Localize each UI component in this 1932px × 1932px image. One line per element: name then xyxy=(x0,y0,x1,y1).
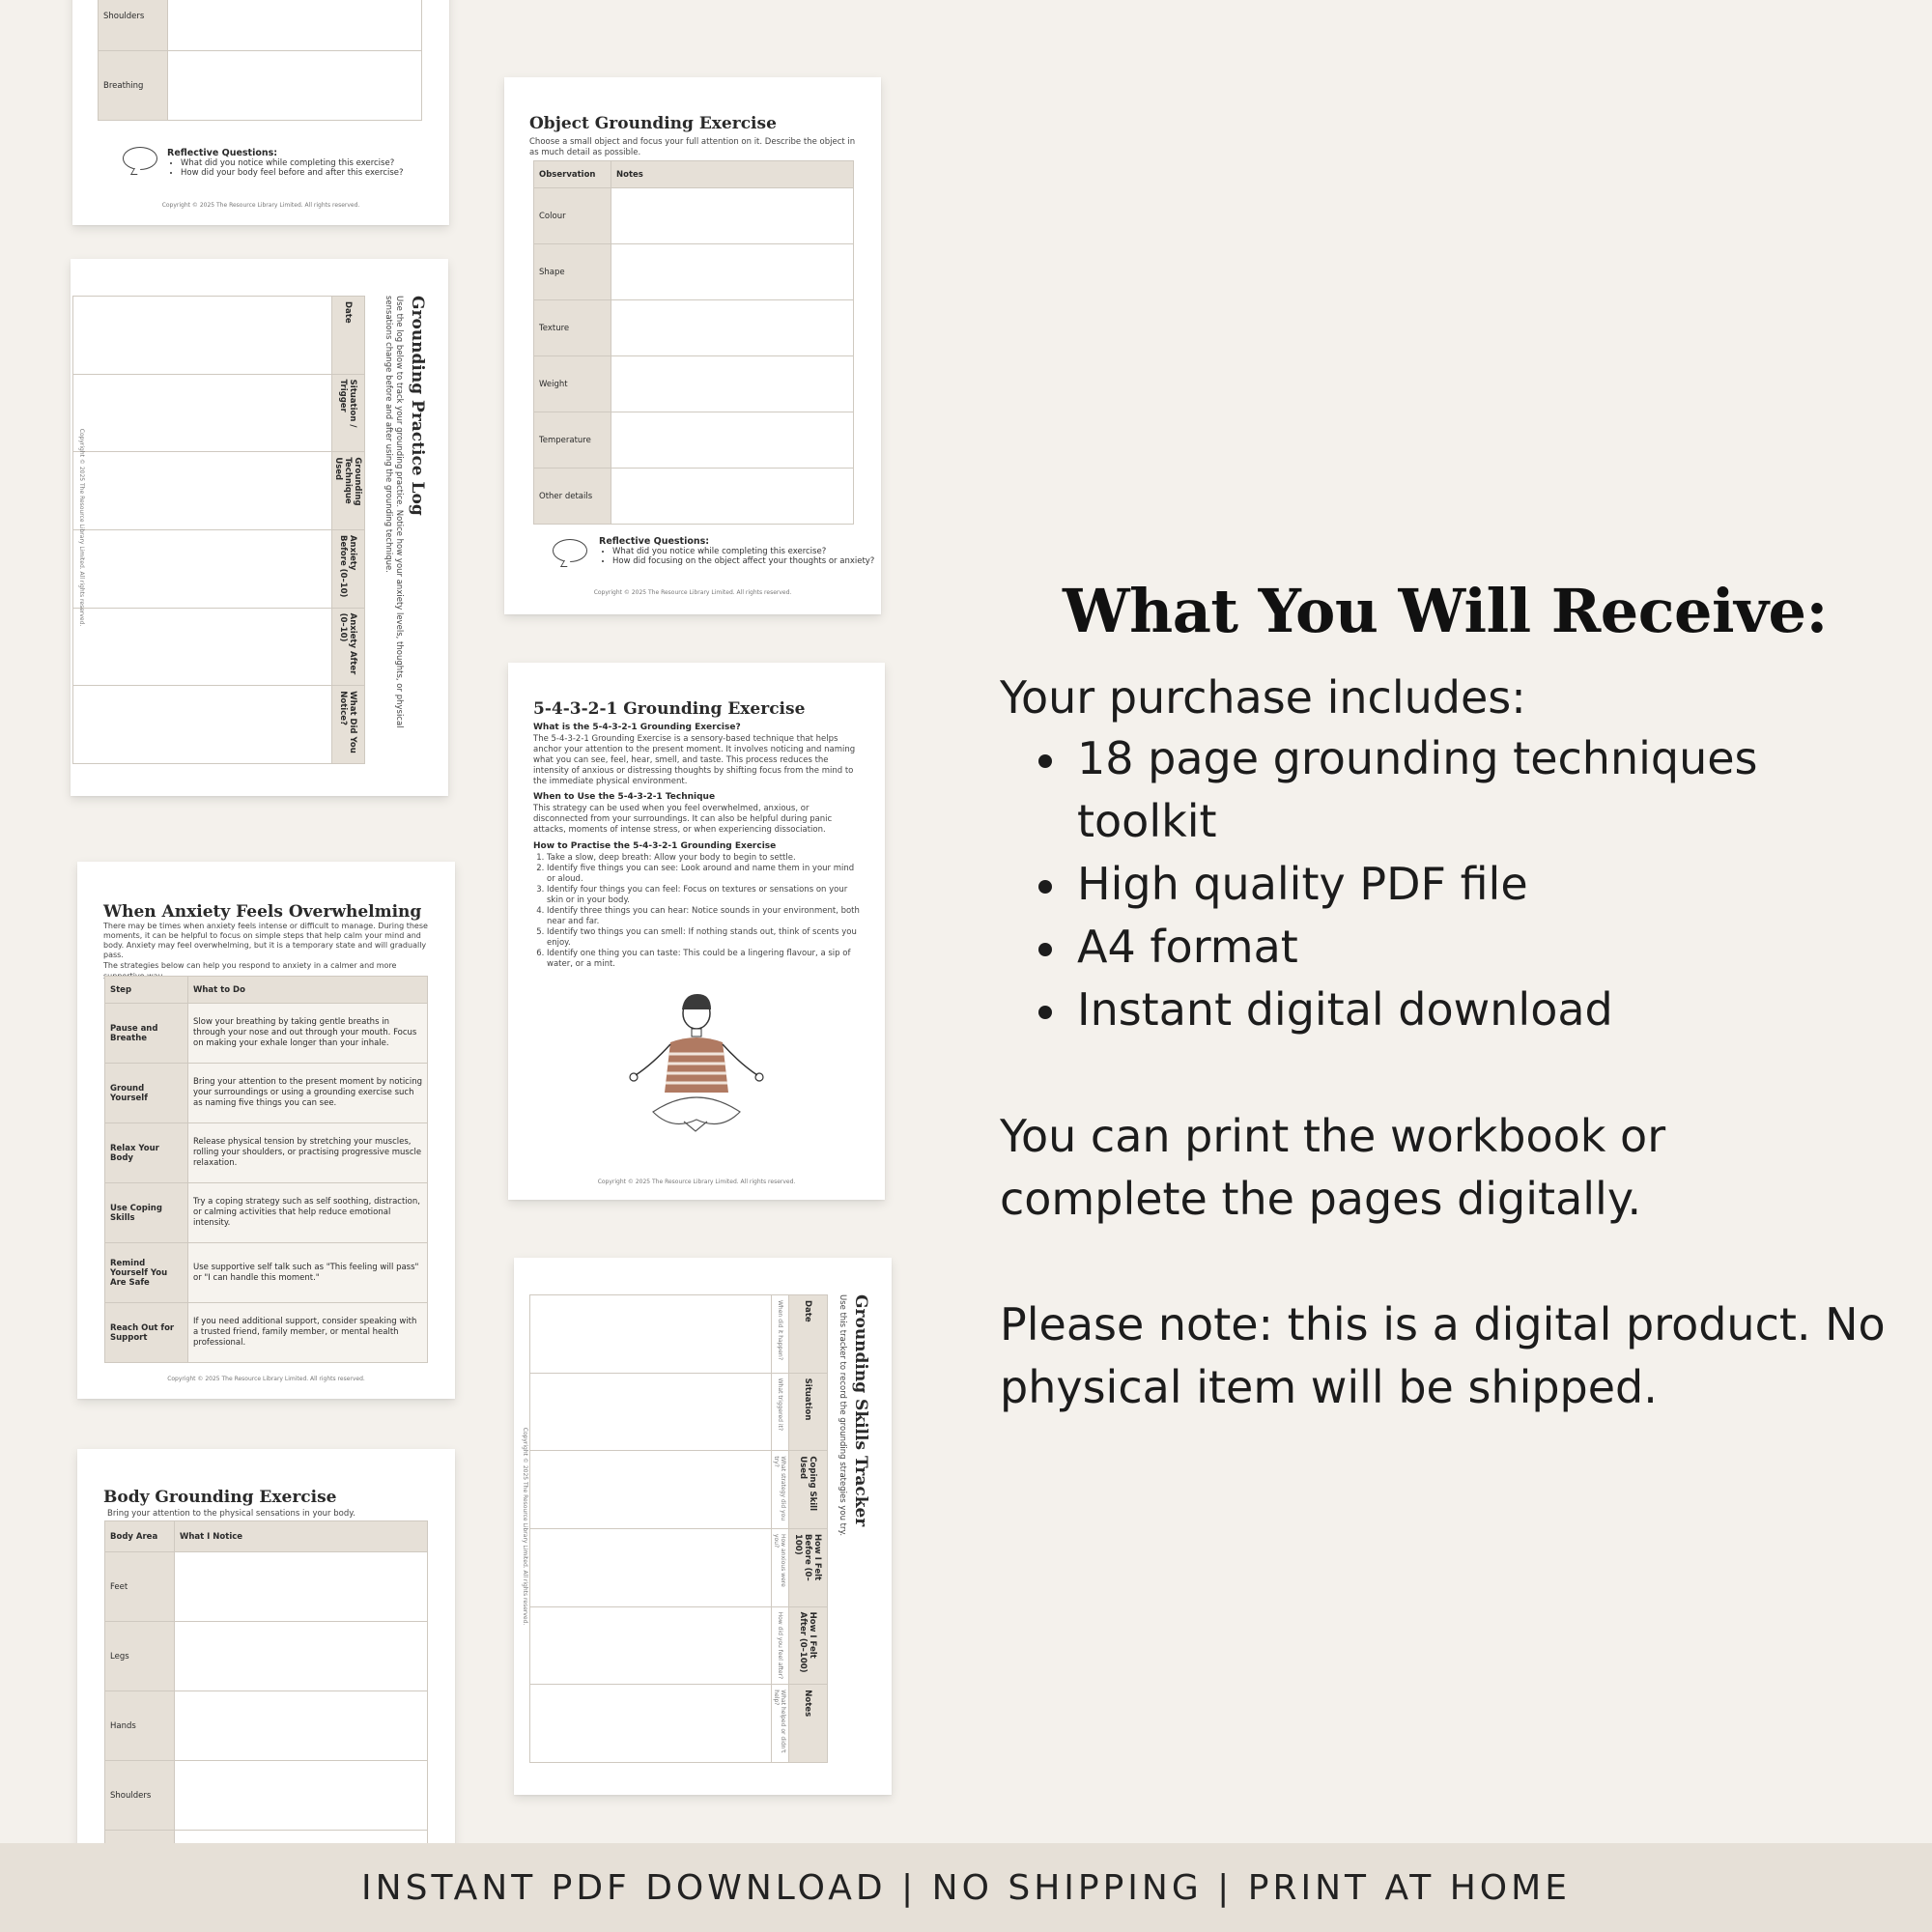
rotated-content xyxy=(71,259,448,796)
col-header: Situation / Trigger xyxy=(332,374,365,452)
step-label: Relax Your Body xyxy=(105,1123,188,1183)
column-hint: What strategy did you try? xyxy=(772,1451,789,1529)
col-header: How I Felt Before (0–100) xyxy=(789,1528,828,1606)
column-hint: How anxious were you? xyxy=(772,1528,789,1606)
speech-bubble-icon xyxy=(123,147,157,170)
sheet-intro: There may be times when anxiety feels intense or difficult to manage. During these moments, it can be helpful to focus on simple steps that help calm your mind and body. Anxiety may feel overwhelming, but it is a temporary state and will gradually pass. xyxy=(103,922,428,959)
row-label: Colour xyxy=(534,188,611,244)
copyright-text: Copyright © 2025 The Resource Library Limited. All rights reserved. xyxy=(593,589,792,596)
step-item: 4. Identify three things you can hear: Notice sounds in your environment, both near and far. xyxy=(547,906,864,927)
sheet-intro: Choose a small object and focus your full attention on it. Describe the object in as much detail as possible. xyxy=(529,137,856,157)
includes-list xyxy=(1038,727,1908,1041)
banner-text: INSTANT PDF DOWNLOAD | NO SHIPPING | PRINT AT HOME xyxy=(361,1867,1571,1908)
step-description: Try a coping strategy such as self soothing, distraction, or calming activities that help reduce emotional intensity. xyxy=(188,1183,428,1243)
sheet-title: Body Grounding Exercise xyxy=(103,1488,337,1507)
col-header: Notes xyxy=(789,1685,828,1763)
copyright-text: Copyright © 2025 The Resource Library Limited. All rights reserved. xyxy=(597,1179,796,1185)
sheet-title: Grounding Skills Tracker xyxy=(851,1294,870,1527)
col-header: Step xyxy=(105,977,188,1004)
speech-bubble-icon xyxy=(553,539,587,562)
sheet-intro: Use the log below to track your grounding practice. Notice how your anxiety levels, thoughts, or physical sensations change before and after using the grounding technique. xyxy=(384,296,404,728)
reflect-item: • What did you notice while completing this exercise? xyxy=(612,547,874,556)
step-item: 2. Identify five things you can see: Look around and name them in your mind or aloud. xyxy=(547,864,864,885)
step-item: 6. Identify one thing you can taste: This could be a lingering flavour, a sip of water, or a mint. xyxy=(547,949,864,970)
row-label: Weight xyxy=(534,356,611,412)
page-preview-body-grounding xyxy=(77,1449,455,1855)
row-label: Shape xyxy=(534,244,611,300)
reflect-item: • What did you notice while completing this exercise? xyxy=(181,158,404,168)
row-label: Shoulders xyxy=(105,1761,175,1831)
step-description: Slow your breathing by taking gentle breaths in through your nose and out through your mouth. Focus on making your exhale longer than your inhale. xyxy=(188,1004,428,1064)
step-label: Ground Yourself xyxy=(105,1064,188,1123)
step-item: 5. Identify two things you can smell: If nothing stands out, think of scents you enjoy. xyxy=(547,927,864,949)
step-label: Use Coping Skills xyxy=(105,1183,188,1243)
section-heading: What is the 5-4-3-2-1 Grounding Exercise? xyxy=(533,723,741,732)
steps-list xyxy=(533,853,864,970)
column-hint: When did it happen? xyxy=(772,1295,789,1374)
step-label: Remind Yourself You Are Safe xyxy=(105,1243,188,1303)
step-description: Use supportive self talk such as "This feeling will pass" or "I can handle this moment." xyxy=(188,1243,428,1303)
col-header: Situation xyxy=(789,1373,828,1451)
row-label: Temperature xyxy=(534,412,611,469)
col-header: How I Felt After (0–100) xyxy=(789,1606,828,1685)
sheet-title: Grounding Practice Log xyxy=(408,296,427,516)
row-label: Legs xyxy=(105,1622,175,1691)
rotated-content xyxy=(514,1258,892,1795)
print-note: You can print the workbook or complete the pages digitally. xyxy=(1000,1110,1666,1225)
page-preview-practice-log xyxy=(71,259,448,796)
reflective-questions xyxy=(599,537,874,566)
col-header: Coping Skill Used xyxy=(789,1451,828,1529)
observation-table xyxy=(533,160,854,525)
body-area-table xyxy=(104,1520,428,1855)
column-hint: What helped or didn't help? xyxy=(772,1685,789,1763)
copyright-text: Copyright © 2025 The Resource Library Limited. All rights reserved. xyxy=(522,1427,528,1626)
digital-note: Please note: this is a digital product. No physical item will be shipped. xyxy=(1000,1298,1886,1413)
copyright-text: Copyright © 2025 The Resource Library Limited. All rights reserved. xyxy=(167,1376,365,1382)
page-preview-object-grounding xyxy=(504,77,881,614)
col-header: Date xyxy=(332,297,365,375)
section-text: The 5-4-3-2-1 Grounding Exercise is a sensory-based technique that helps anchor your attention to the present moment. It involves noticing and naming what you can see, feel, hear, smell, and taste. This process reduces the intensity of anxious or distressing thoughts by shifting focus from the mind to the immediate physical environment. xyxy=(533,734,856,786)
headline: What You Will Receive: xyxy=(1063,576,1828,646)
includes-item: 18 page grounding techniques toolkit xyxy=(1038,727,1811,853)
sheet-title: 5-4-3-2-1 Grounding Exercise xyxy=(533,699,806,719)
copyright-text: Copyright © 2025 The Resource Library Limited. All rights reserved. xyxy=(161,202,360,209)
section-text: This strategy can be used when you feel overwhelmed, anxious, or disconnected from your surroundings. It can also be helpful during panic attacks, moments of intense stress, or when experiencing dissociation. xyxy=(533,804,833,835)
meditating-person-illustration xyxy=(614,986,779,1141)
col-header: Notes xyxy=(611,161,854,188)
reflective-questions xyxy=(167,149,404,178)
row-label: Hands xyxy=(105,1691,175,1761)
reflect-item: • How did focusing on the object affect your thoughts or anxiety? xyxy=(612,556,874,566)
reflect-item: • How did your body feel before and after this exercise? xyxy=(181,168,404,178)
row-label: Texture xyxy=(534,300,611,356)
row-label: Shoulders xyxy=(99,0,168,51)
page-preview-skills-tracker xyxy=(514,1258,892,1795)
step-item: 1. Take a slow, deep breath: Allow your body to begin to settle. xyxy=(547,853,864,864)
step-description: Bring your attention to the present moment by noticing your surroundings or using a grounding exercise such as naming five things you can see. xyxy=(188,1064,428,1123)
page-preview-54321 xyxy=(508,663,885,1200)
row-label: Breathing xyxy=(99,51,168,121)
sheet-intro-2: The strategies below can help you respond to anxiety in a calmer and more xyxy=(103,961,397,970)
intro-text: Your purchase includes: xyxy=(1000,671,1526,724)
step-description: If you need additional support, consider speaking with a trusted friend, family member, or mental health professional. xyxy=(188,1303,428,1363)
sheet-title: Object Grounding Exercise xyxy=(529,114,777,133)
bottom-banner xyxy=(0,1843,1932,1932)
sheet-intro: Bring your attention to the physical sensations in your body. xyxy=(107,1509,355,1519)
section-heading: When to Use the 5-4-3-2-1 Technique xyxy=(533,792,716,802)
col-header: Anxiety After (0–10) xyxy=(332,608,365,686)
practice-log-table xyxy=(72,296,365,764)
page-preview-anxiety-overwhelming xyxy=(77,862,455,1399)
col-header: Date xyxy=(789,1295,828,1374)
page-preview-body-grounding-top xyxy=(72,0,449,225)
section-heading: How to Practise the 5-4-3-2-1 Grounding Exercise xyxy=(533,841,777,851)
reflect-title: Reflective Questions: xyxy=(599,536,710,547)
includes-item: High quality PDF file xyxy=(1038,853,1908,916)
col-header: Body Area xyxy=(105,1521,175,1552)
reflect-title: Reflective Questions: xyxy=(167,148,278,158)
row-label: Other details xyxy=(534,469,611,525)
sheet-intro: Use this tracker to record the grounding strategies you try. xyxy=(838,1294,847,1537)
col-header: Observation xyxy=(534,161,611,188)
copyright-text: Copyright © 2025 The Resource Library Limited. All rights reserved. xyxy=(78,428,85,627)
body-area-table-top xyxy=(98,0,422,121)
col-header: What to Do xyxy=(188,977,428,1004)
step-description: Release physical tension by stretching your muscles, rolling your shoulders, or practising progressive muscle relaxation. xyxy=(188,1123,428,1183)
col-header: What I Notice xyxy=(175,1521,428,1552)
anxiety-steps-table xyxy=(104,976,428,1363)
column-hint: How did you feel after? xyxy=(772,1606,789,1685)
col-header: Grounding Technique Used xyxy=(332,452,365,530)
includes-item: A4 format xyxy=(1038,916,1908,979)
column-hint: What triggered it? xyxy=(772,1373,789,1451)
skills-tracker-table xyxy=(529,1294,828,1763)
row-label: Feet xyxy=(105,1552,175,1622)
col-header: What Did You Notice? xyxy=(332,686,365,764)
step-label: Pause and Breathe xyxy=(105,1004,188,1064)
sheet-title: When Anxiety Feels Overwhelming xyxy=(103,902,422,922)
col-header: Anxiety Before (0–10) xyxy=(332,529,365,608)
step-item: 3. Identify four things you can feel: Focus on textures or sensations on your skin or in your body. xyxy=(547,885,864,906)
includes-item: Instant digital download xyxy=(1038,979,1908,1041)
step-label: Reach Out for Support xyxy=(105,1303,188,1363)
